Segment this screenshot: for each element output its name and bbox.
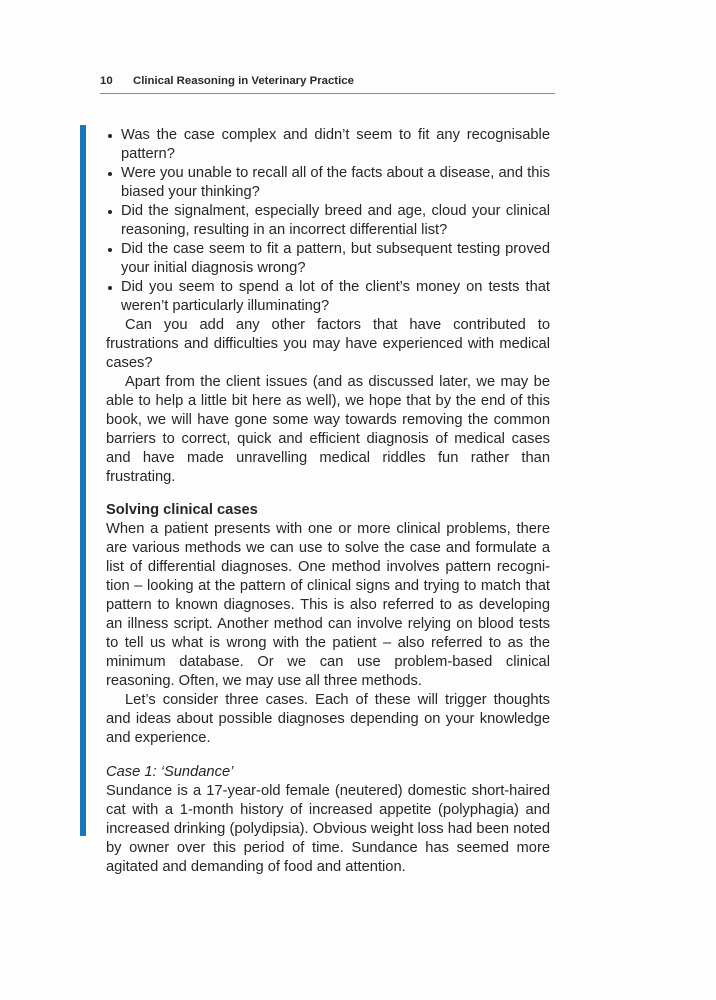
bullet-icon xyxy=(108,286,112,290)
section-heading: Solving clinical cases xyxy=(106,502,258,518)
paragraph-solving: When a patient presents with one or more clinical problems, there are various methods we can use to solve the case and formulate a list of differential diagnoses. One method involves pattern recognition – looking at the pattern of clinical signs and trying to match that pattern to known diagnoses. This is also referred to as developing an illness script. Another method can involve relying on blood tests to tell us what is wrong with the patient – also referred to as the minimum database. Or we can use problem-based clinical reasoning. Often, we may use all three methods. xyxy=(106,521,550,689)
list-item-text: Did the case seem to fit a pattern, but subsequent testing proved your initial diagnosis wrong? xyxy=(121,241,550,276)
case-title: Case 1: ‘Sundance’ xyxy=(106,764,234,780)
bullet-icon xyxy=(108,134,112,138)
list-item-text: Was the case complex and didn’t seem to fit any recognisable pattern? xyxy=(121,127,550,162)
paragraph-apart: Apart from the client issues (and as discussed later, we may be able to help a little bit here as well), we hope that by the end of this book, we will have gone some way towards removing the common barriers to correct, quick and efficient diagnosis of medical cases and have made unravelling medical riddles fun rather than frustrating. xyxy=(106,374,550,485)
list-item-text: Did the signalment, especially breed and age, cloud your clinical reasoning, resulting in an incorrect differential list? xyxy=(121,203,550,238)
bullet-icon xyxy=(108,248,112,252)
question-list xyxy=(106,126,550,316)
running-header xyxy=(100,73,555,94)
page-number: 10 xyxy=(100,75,113,87)
book-title: Clinical Reasoning in Veterinary Practice xyxy=(133,75,354,87)
list-item xyxy=(106,126,550,164)
sidebar-accent-bar xyxy=(80,125,86,836)
paragraph-three-cases: Let’s consider three cases. Each of these will trigger thoughts and ideas about possible diagnoses depending on your knowledge and experience. xyxy=(106,692,550,746)
list-item-text: Did you seem to spend a lot of the client’s money on tests that weren’t particularly illuminating? xyxy=(121,279,550,314)
case-description: Sundance is a 17-year-old female (neutered) domestic short-haired cat with a 1-month history of increased appetite (polyphagia) and increased drinking (polydipsia). Obvious weight loss had been noted by owner over this period of time. Sundance has seemed more agitated and demanding of food and attention. xyxy=(106,783,550,875)
list-item-text: Were you unable to recall all of the facts about a disease, and this biased your thinking? xyxy=(121,165,550,200)
page-body xyxy=(106,126,550,877)
bullet-icon xyxy=(108,172,112,176)
paragraph-factors: Can you add any other factors that have contributed to frustrations and difficulties you may have experienced with medical cases? xyxy=(106,317,550,371)
bullet-icon xyxy=(108,210,112,214)
list-item xyxy=(106,202,550,240)
list-item xyxy=(106,278,550,316)
list-item xyxy=(106,164,550,202)
list-item xyxy=(106,240,550,278)
